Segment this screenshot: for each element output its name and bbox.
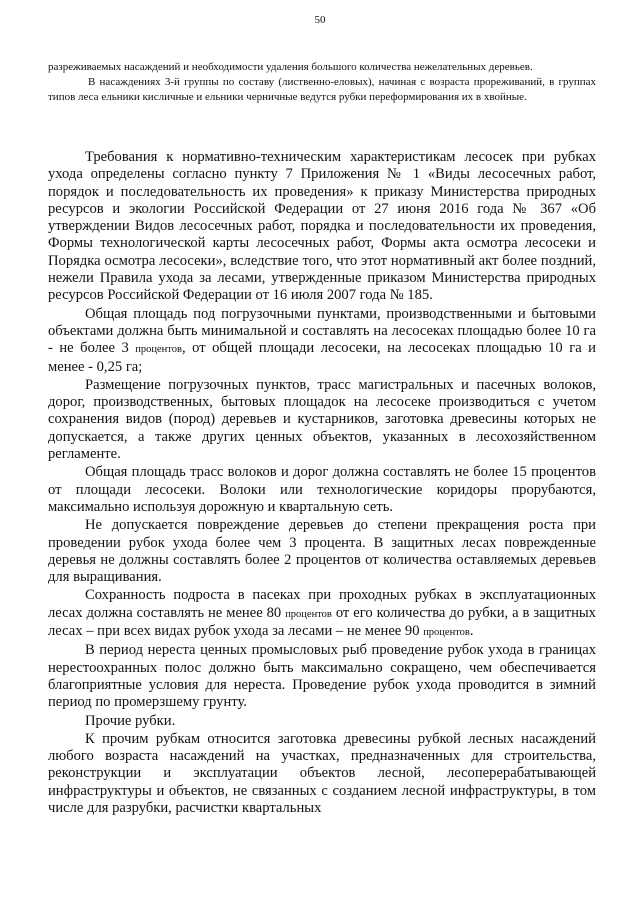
percent-word-small: процентов xyxy=(285,608,332,620)
page-number: 50 xyxy=(314,14,326,26)
paragraph-requirements: Требования к нормативно-техническим характеристикам лесосек при рубках ухода определены согласно пункту 7 Приложения № 1 «Виды лесосечных работ, порядок и последовательность их проведения» к приказу Министерства природных ресурсов и экологии Российской Федерации от 27 июня 2016 года № 367 «Об утверждении Видов лесосечных работ, порядка и последовательности их проведения, Формы технологической карты лесосечных работ, Формы акта осмотра лесосеки и Порядка осмотра лесосеки», вследствие того, что этот нормативный акт более поздний, нежели Правила ухода за лесами, утвержденные приказом Министерства природных ресурсов Российской Федерации от 16 июля 2007 года № 185. xyxy=(48,149,596,304)
paragraph-skid-trails: Общая площадь трасс волоков и дорог должна составлять не более 15 процентов от площади лесосеки. Волоки или технологические коридоры прорубаются, максимально используя дорожную и квартальную сеть. xyxy=(48,464,596,515)
previous-section-tail xyxy=(48,60,596,105)
paragraph-other-fellings: К прочим рубкам относится заготовка древесины рубкой лесных насаждений любого возраста насаждений на участках, предназначенных для строительства, реконструкции и эксплуатации объектов лесной, лесоперерабатывающей инфраструктуры и объектов, не связанных с созданием лесной инфраструктуры, в том числе для разрубки, расчистки квартальных xyxy=(48,730,596,816)
paragraph-tree-damage: Не допускается повреждение деревьев до степени прекращения роста при проведении рубок ухода более чем 3 процента. В защитных лесах поврежденные деревья не должны составлять более 2 процентов от количества оставляемых деревьев для выращивания. xyxy=(48,517,596,586)
paragraph-spawning: В период нереста ценных промысловых рыб проведение рубок ухода в границах нерестоохранных полос должно быть максимально сокращено, чем обеспечивается благоприятные условия для нереста. Проведение рубок ухода проводится в зимний период по промерзшему грунту. xyxy=(48,642,596,711)
section-heading-other-fellings: Прочие рубки. xyxy=(85,712,176,729)
paragraph-top-2: В насаждениях 3-й группы по составу (лиственно-еловых), начиная с возраста прореживаний, в группах типов леса ельники кисличные и ельники черничные ведутся рубки переформирования их в хвойные. xyxy=(48,76,596,103)
text-fragment: . xyxy=(469,623,474,640)
percent-word-small: процентов xyxy=(423,627,470,639)
text-fragment: от его количества до рубки, а в защитных лесах – при всех видах рубок ухода за лесами – не менее 90 xyxy=(48,604,596,640)
paragraph-placement: Размещение погрузочных пунктов, трасс магистральных и пасечных волоков, дорог, производственных, бытовых площадок на лесосеке производиться с учетом сохранения видов (пород) деревьев и кустарников, заготовка древесины которых не допускается, а также других ценных объектов, указанных в лесохозяйственном регламенте. xyxy=(48,376,596,463)
paragraph-undergrowth xyxy=(48,587,596,641)
text-fragment: , от общей площади лесосеки, на лесосеках площадью 10 га и менее - 0,25 га; xyxy=(48,340,596,375)
text-fragment: Сохранность подроста в пасеках при проходных рубках в эксплуатационных лесах должна составлять не менее 80 xyxy=(48,587,596,621)
paragraph-loading-area xyxy=(48,306,596,376)
main-text xyxy=(48,149,596,817)
paragraph-top-1: разреживаемых насаждений и необходимости удаления большого количества нежелательных деревьев. xyxy=(48,61,533,73)
percent-word-small: процентов xyxy=(135,344,182,356)
text-fragment: Общая площадь под погрузочными пунктами, производственными и бытовыми объектами должна быть минимальной и составлять на лесосеках площадью более 10 га - не более 3 xyxy=(48,305,596,357)
